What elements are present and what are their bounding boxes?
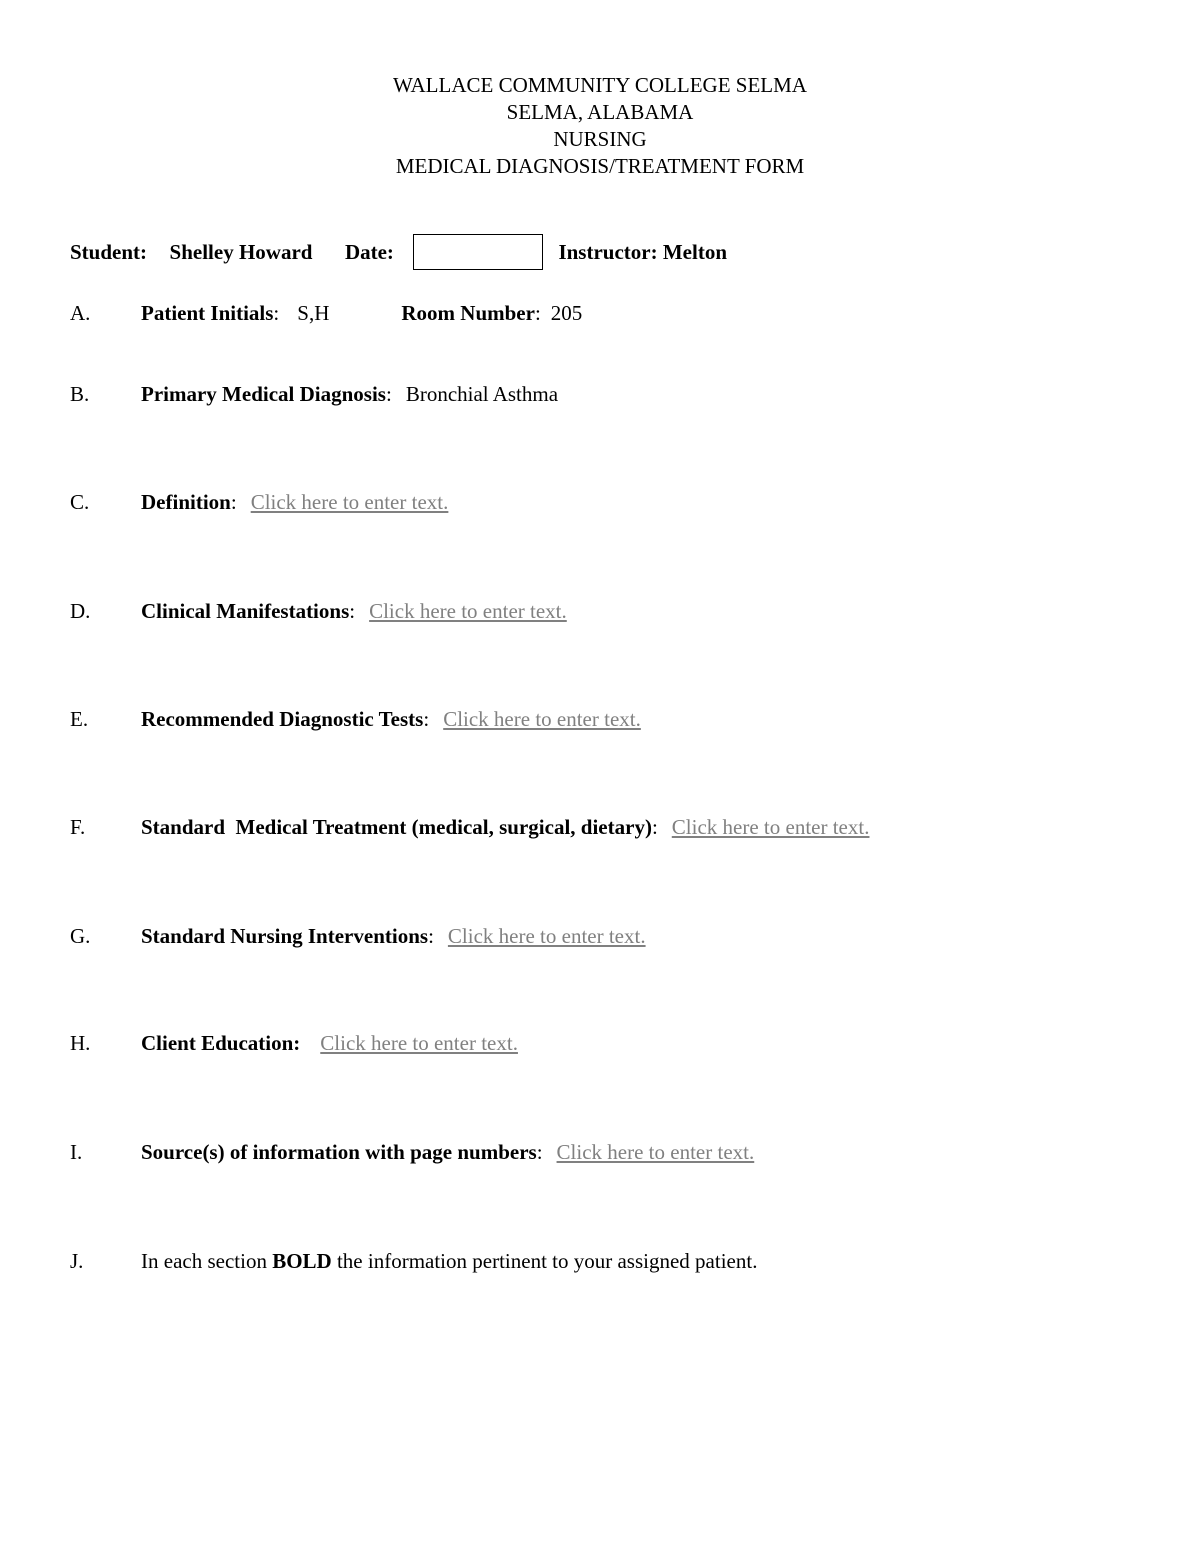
section-letter: G.: [70, 924, 91, 948]
college-name: WALLACE COMMUNITY COLLEGE SELMA: [393, 73, 807, 97]
clinical-manifestations-input[interactable]: Click here to enter text.: [369, 599, 567, 623]
section-f: [70, 815, 869, 840]
student-label: Student:: [70, 239, 148, 264]
college-location: SELMA, ALABAMA: [506, 100, 694, 124]
section-a: [70, 301, 582, 326]
colon: :: [230, 490, 237, 514]
section-e: [70, 707, 641, 732]
patient-initials-label: Patient Initials: [141, 301, 274, 325]
definition-label: Definition: [141, 490, 231, 514]
diagnostic-tests-input[interactable]: Click here to enter text.: [443, 707, 641, 731]
colon: :: [349, 599, 356, 623]
sources-input[interactable]: Click here to enter text.: [556, 1140, 755, 1164]
definition-input[interactable]: Click here to enter text.: [250, 490, 449, 514]
date-input[interactable]: [413, 234, 543, 270]
instructor-label: Instructor:: [558, 239, 658, 264]
instruction-text-after: the information pertinent to your assigned patient.: [331, 1249, 758, 1273]
patient-initials-value[interactable]: S,H: [297, 301, 330, 325]
room-number-value[interactable]: 205: [550, 301, 583, 325]
section-h: [70, 1031, 518, 1056]
diagnostic-tests-label: Recommended Diagnostic Tests: [141, 707, 424, 731]
instruction-bold-word: BOLD: [272, 1249, 332, 1273]
section-letter: D.: [70, 599, 91, 623]
colon: :: [385, 382, 392, 406]
section-letter: H.: [70, 1031, 91, 1055]
clinical-manifestations-label: Clinical Manifestations: [141, 599, 350, 623]
section-letter: B.: [70, 382, 90, 406]
section-letter: E.: [70, 707, 89, 731]
department-name: NURSING: [553, 127, 647, 151]
section-g: [70, 924, 646, 949]
colon: :: [273, 301, 280, 325]
student-name: Shelley Howard: [169, 239, 313, 264]
sources-label: Source(s) of information with page numbers: [141, 1140, 537, 1164]
section-c: [70, 490, 448, 515]
section-i: [70, 1140, 754, 1165]
client-education-label: Client Education:: [141, 1031, 301, 1055]
section-b: [70, 382, 558, 407]
instruction-text-before: In each section: [141, 1249, 273, 1273]
colon: :: [428, 924, 434, 948]
section-letter: C.: [70, 490, 90, 514]
section-letter: I.: [70, 1140, 83, 1164]
section-letter: A.: [70, 301, 91, 325]
section-d: [70, 599, 567, 624]
room-number-label: Room Number: [401, 301, 535, 325]
nursing-interventions-label: Standard Nursing Interventions: [141, 924, 429, 948]
primary-diagnosis-value[interactable]: Bronchial Asthma: [405, 382, 559, 406]
primary-diagnosis-label: Primary Medical Diagnosis: [141, 382, 386, 406]
section-letter: F.: [70, 815, 86, 839]
medical-treatment-label: Standard Medical Treatment (medical, surgical, dietary): [141, 815, 652, 839]
nursing-interventions-input[interactable]: Click here to enter text.: [447, 924, 646, 948]
date-label: Date:: [344, 239, 394, 264]
colon: :: [651, 815, 658, 839]
form-title: MEDICAL DIAGNOSIS/TREATMENT FORM: [395, 154, 805, 178]
client-education-input[interactable]: Click here to enter text.: [320, 1031, 518, 1055]
section-j: [70, 1249, 757, 1274]
colon: :: [534, 301, 541, 325]
colon: :: [423, 707, 430, 731]
colon: :: [536, 1140, 543, 1164]
medical-treatment-input[interactable]: Click here to enter text.: [671, 815, 870, 839]
section-letter: J.: [70, 1249, 84, 1273]
form-header: [0, 72, 1200, 180]
student-info-line: [70, 234, 727, 270]
instructor-name: Melton: [662, 239, 727, 264]
